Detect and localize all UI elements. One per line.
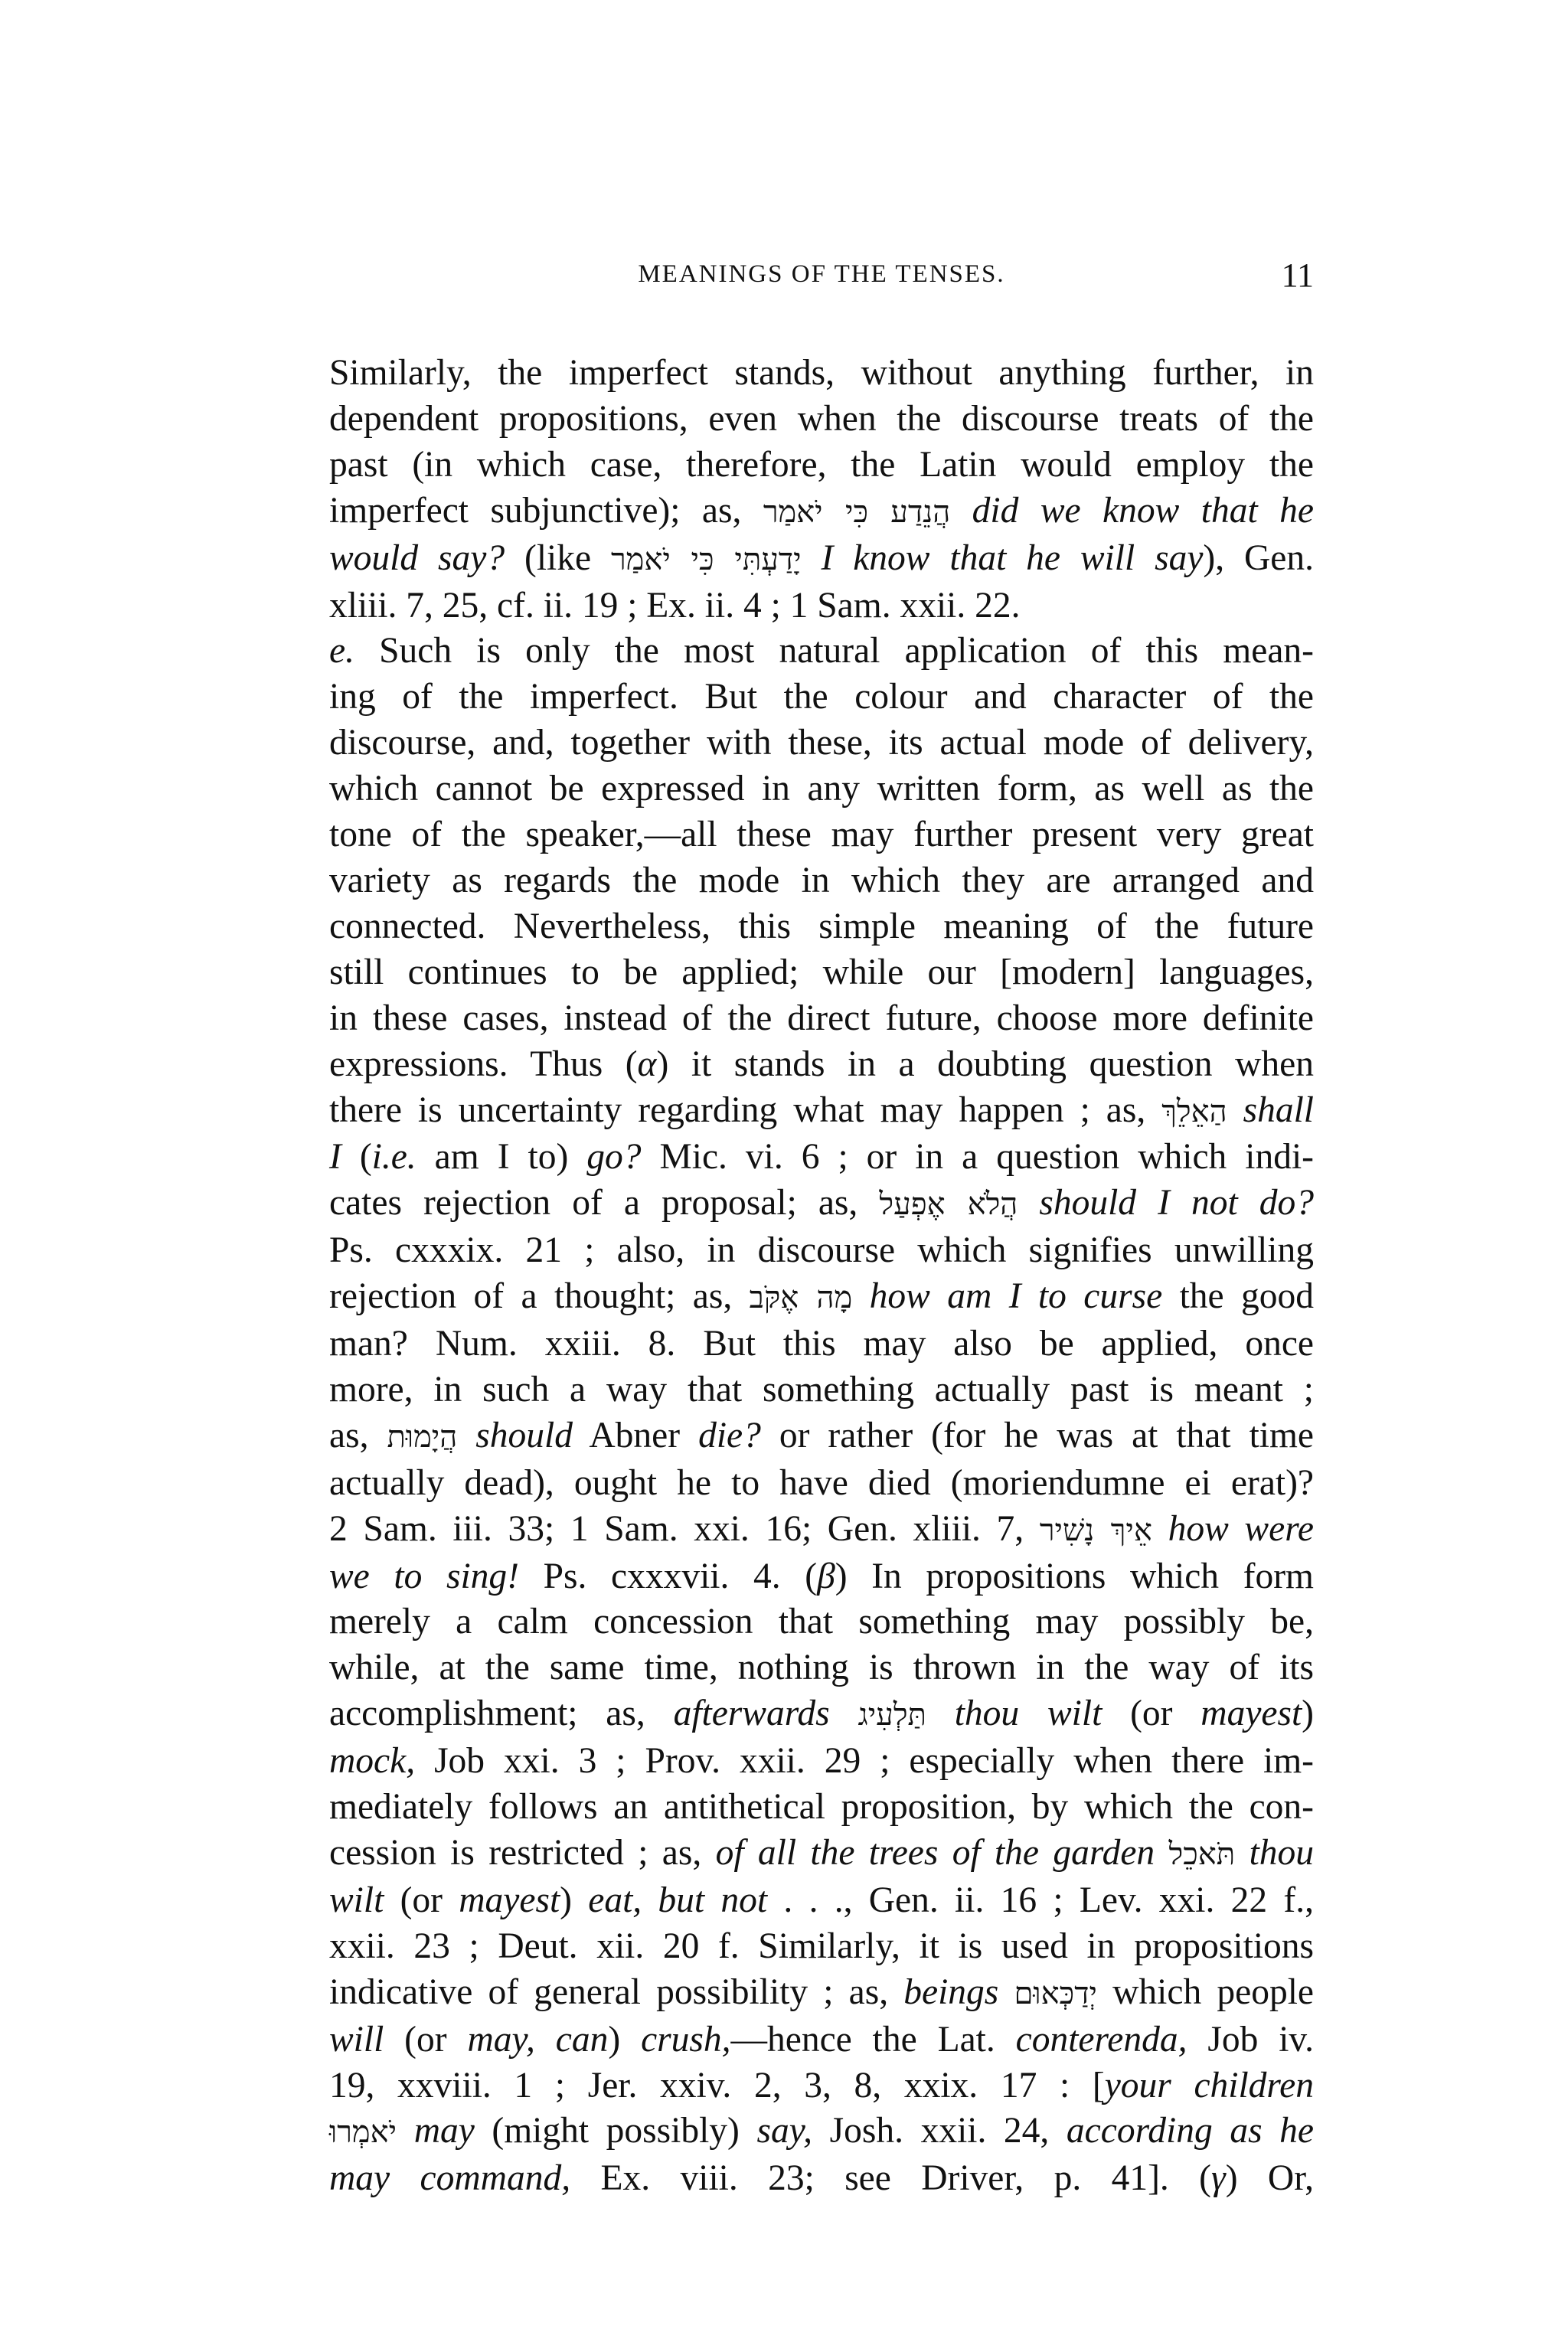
- text-run: [950, 491, 972, 531]
- text-line: [329, 2156, 1314, 2202]
- text-run: Job iv.: [1187, 2019, 1314, 2060]
- text-line: [329, 2063, 1314, 2109]
- hebrew-text: אֵיךְ נָשִׁיר: [1039, 1512, 1152, 1548]
- text-run: Ps. cxxxix. 21 ; also, in discourse which signifies unwilling: [329, 1230, 1314, 1271]
- text-run: as,: [329, 1415, 387, 1455]
- italic-text: mayest: [1200, 1694, 1302, 1734]
- text-run: cates rejection of a proposal; as,: [329, 1183, 880, 1223]
- text-run: [852, 1276, 869, 1316]
- italic-text: may: [413, 2111, 475, 2151]
- text-run: ): [608, 2019, 642, 2060]
- text-line: [329, 904, 1314, 950]
- text-line: [329, 1135, 1314, 1181]
- text-line: [329, 1321, 1314, 1367]
- italic-text: mayest: [459, 1880, 560, 1920]
- text-run: ): [1302, 1694, 1314, 1734]
- italic-text: mock,: [329, 1741, 416, 1782]
- text-run: connected. Nevertheless, this simple meaning of the future: [329, 906, 1314, 946]
- text-line: [329, 1785, 1314, 1831]
- italic-text: would say?: [329, 537, 505, 578]
- text-run: [457, 1416, 475, 1455]
- text-run: which people: [1096, 1971, 1314, 2012]
- text-run: ) Or,: [1225, 2158, 1315, 2199]
- italic-text: shall: [1243, 1089, 1315, 1130]
- italic-text: how were: [1168, 1508, 1315, 1549]
- text-run: 19, xxviii. 1 ; Jer. xxiv. 2, 3, 8, xxix. 17 : [: [329, 2065, 1105, 2105]
- italic-text: may command,: [329, 2158, 571, 2199]
- text-run: ), Gen.: [1203, 537, 1315, 578]
- italic-text: thou wilt: [954, 1694, 1102, 1734]
- italic-text: your children: [1104, 2065, 1314, 2105]
- text-run: ing of the imperfect. But the colour and character of the: [329, 677, 1314, 717]
- text-run: rejection of a thought; as,: [329, 1276, 750, 1317]
- text-line: [329, 2017, 1314, 2063]
- text-run: Ex. viii. 23; see Driver, p. 41]. (: [570, 2158, 1211, 2199]
- hebrew-text: יָדַעְתִּי כִּי יֹאמַר: [610, 541, 802, 577]
- text-run: variety as regards the mode in which they are arranged and: [329, 860, 1314, 900]
- text-run: mediately follows an antithetical proposition, by which the con-: [329, 1787, 1314, 1828]
- italic-text: α: [637, 1044, 657, 1084]
- italic-text: should: [475, 1415, 573, 1455]
- text-run: [998, 1972, 1014, 2012]
- text-run: Similarly, the imperfect stands, without anything further, in: [329, 353, 1314, 393]
- text-line: [329, 536, 1314, 583]
- text-run: ) In propositions which form: [835, 1556, 1314, 1596]
- body-text: [329, 351, 1314, 2202]
- text-run: the good: [1162, 1276, 1315, 1317]
- italic-text: may, can: [467, 2019, 609, 2060]
- text-run: expressions. Thus (: [329, 1044, 638, 1084]
- text-run: in these cases, instead of the direct future, choose more definite: [329, 998, 1314, 1038]
- text-line: [329, 1088, 1314, 1135]
- text-line: [329, 1970, 1314, 2017]
- running-head: [329, 256, 1314, 306]
- text-run: Josh. xxii. 24,: [812, 2111, 1067, 2151]
- text-run: Abner: [572, 1415, 699, 1455]
- italic-text: we to sing!: [329, 1556, 519, 1596]
- italic-text: go?: [586, 1137, 642, 1178]
- italic-text: e.: [329, 631, 354, 671]
- text-run: (like: [505, 537, 611, 578]
- text-line: [329, 351, 1314, 397]
- italic-text: β: [817, 1556, 835, 1596]
- text-run: indicative of general possibility ; as,: [329, 1971, 904, 2012]
- running-title: MEANINGS OF THE TENSES.: [638, 260, 1005, 288]
- italic-text: according as he: [1066, 2111, 1314, 2151]
- text-run: ) it stands in a doubting question when: [656, 1044, 1314, 1084]
- text-run: or rather (for he was at that time: [760, 1415, 1315, 1455]
- text-run: while, at the same time, nothing is thrown in the way of its: [329, 1648, 1314, 1688]
- hebrew-text: הַאֵלֵךְ: [1161, 1093, 1227, 1129]
- hebrew-text: יְדַכְּאוּם: [1014, 1975, 1097, 2011]
- text-line: [329, 1831, 1314, 1878]
- hebrew-text: הֲיָמוּת: [387, 1419, 458, 1455]
- hebrew-text: תֹּאכֵל: [1168, 1837, 1236, 1872]
- italic-text: I: [329, 1137, 341, 1178]
- italic-text: thou: [1249, 1833, 1315, 1873]
- italic-text: crush,: [641, 2019, 731, 2060]
- text-run: (or: [1102, 1694, 1201, 1734]
- italic-text: of all the trees of the garden: [715, 1833, 1155, 1873]
- text-run: tone of the speaker,—all these may further present very great: [329, 815, 1314, 855]
- text-line: [329, 1042, 1314, 1088]
- text-run: there is uncertainty regarding what may happen ; as,: [329, 1089, 1162, 1130]
- text-run: Mic. vi. 6 ; or in a question which indi-: [641, 1137, 1314, 1178]
- text-line: [329, 1924, 1314, 1970]
- text-line: [329, 488, 1314, 536]
- page-number: 11: [1281, 256, 1314, 294]
- hebrew-text: הֲנֵדַע כִּי יֹאמַר: [763, 494, 951, 530]
- text-run: [1155, 1833, 1168, 1873]
- text-line: [329, 720, 1314, 766]
- text-line: [329, 1645, 1314, 1691]
- text-run: discourse, and, together with these, its actual mode of delivery,: [329, 723, 1314, 763]
- text-line: [329, 766, 1314, 812]
- text-run: [1227, 1090, 1243, 1130]
- hebrew-text: יֹאמְרוּ: [329, 2115, 397, 2151]
- text-line: [329, 950, 1314, 996]
- text-run: [397, 2111, 414, 2151]
- text-run: xxii. 23 ; Deut. xii. 20 f. Similarly, it is used in propositions: [329, 1926, 1314, 1966]
- text-run: xliii. 7, 25, cf. ii. 19 ; Ex. ii. 4 ; 1 Sam. xxii. 22.: [329, 585, 1021, 626]
- text-line: [329, 2109, 1314, 2156]
- text-run: [1018, 1183, 1039, 1223]
- text-run: (or: [384, 2019, 468, 2060]
- text-run: man? Num. xxiii. 8. But this may also be applied, once: [329, 1324, 1314, 1364]
- text-run: —hence the Lat.: [730, 2019, 1016, 2060]
- text-run: (: [341, 1137, 372, 1178]
- text-line: [329, 1599, 1314, 1645]
- text-line: [329, 629, 1314, 675]
- text-line: [329, 397, 1314, 443]
- text-line: [329, 1413, 1314, 1461]
- italic-text: die?: [698, 1415, 761, 1455]
- text-run: actually dead), ought he to have died (moriendumne ei erat)?: [329, 1462, 1314, 1503]
- text-run: accomplishment; as,: [329, 1694, 674, 1734]
- italic-text: how am I to curse: [869, 1276, 1163, 1317]
- italic-text: I know that he will say: [821, 537, 1204, 578]
- text-run: imperfect subjunctive); as,: [329, 490, 763, 531]
- text-run: 2 Sam. iii. 33; 1 Sam. xxi. 16; Gen. xliii. 7,: [329, 1508, 1040, 1549]
- text-run: (or: [384, 1880, 459, 1920]
- text-run: still continues to be applied; while our [modern] languages,: [329, 952, 1314, 992]
- italic-text: will: [329, 2019, 384, 2060]
- text-line: [329, 1507, 1314, 1554]
- text-line: [329, 583, 1314, 629]
- text-run: [802, 538, 822, 578]
- italic-text: eat, but not: [588, 1880, 768, 1920]
- text-run: merely a calm concession that something may possibly be,: [329, 1602, 1314, 1642]
- text-line: [329, 443, 1314, 488]
- text-run: cession is restricted ; as,: [329, 1833, 716, 1873]
- text-run: Job xxi. 3 ; Prov. xxii. 29 ; especially when there im-: [415, 1741, 1314, 1782]
- text-line: [329, 675, 1314, 720]
- text-line: [329, 1878, 1314, 1924]
- italic-text: wilt: [329, 1880, 384, 1920]
- italic-text: conterenda,: [1015, 2019, 1187, 2060]
- hebrew-text: תַּלְעִיג: [858, 1697, 926, 1733]
- text-run: Such is only the most natural application of this mean-: [354, 631, 1314, 671]
- text-line: [329, 1691, 1314, 1739]
- text-run: am I to): [416, 1137, 587, 1178]
- text-line: [329, 1461, 1314, 1507]
- text-run: more, in such a way that something actually past is meant ;: [329, 1369, 1314, 1410]
- text-run: [926, 1694, 955, 1733]
- text-run: dependent propositions, even when the discourse treats of the: [329, 398, 1314, 439]
- text-line: [329, 1739, 1314, 1785]
- text-run: ): [560, 1880, 589, 1920]
- text-run: (might possibly): [474, 2111, 757, 2151]
- italic-text: beings: [903, 1971, 999, 2012]
- hebrew-text: הֲלֹא אֶפְעַל: [879, 1187, 1018, 1223]
- italic-text: γ: [1210, 2158, 1226, 2199]
- italic-text: should I not do?: [1039, 1183, 1315, 1223]
- italic-text: did we know that he: [972, 490, 1314, 531]
- text-line: [329, 1554, 1314, 1600]
- italic-text: say,: [756, 2111, 813, 2151]
- text-run: past (in which case, therefore, the Latin would employ the: [329, 444, 1314, 485]
- text-run: Ps. cxxxvii. 4. (: [518, 1556, 818, 1596]
- text-line: [329, 1181, 1314, 1228]
- text-line: [329, 1228, 1314, 1274]
- text-run: [1152, 1509, 1168, 1549]
- text-run: [830, 1694, 858, 1733]
- text-line: [329, 1367, 1314, 1413]
- text-run: [1235, 1833, 1249, 1873]
- text-line: [329, 858, 1314, 904]
- text-run: . . ., Gen. ii. 16 ; Lev. xxi. 22 f.,: [767, 1880, 1314, 1920]
- text-line: [329, 1274, 1314, 1321]
- text-line: [329, 996, 1314, 1042]
- hebrew-text: מָה אֶקֹּב: [749, 1280, 853, 1316]
- text-run: which cannot be expressed in any written form, as well as the: [329, 769, 1314, 809]
- italic-text: afterwards: [673, 1694, 830, 1734]
- italic-text: i.e.: [371, 1137, 416, 1178]
- text-line: [329, 812, 1314, 858]
